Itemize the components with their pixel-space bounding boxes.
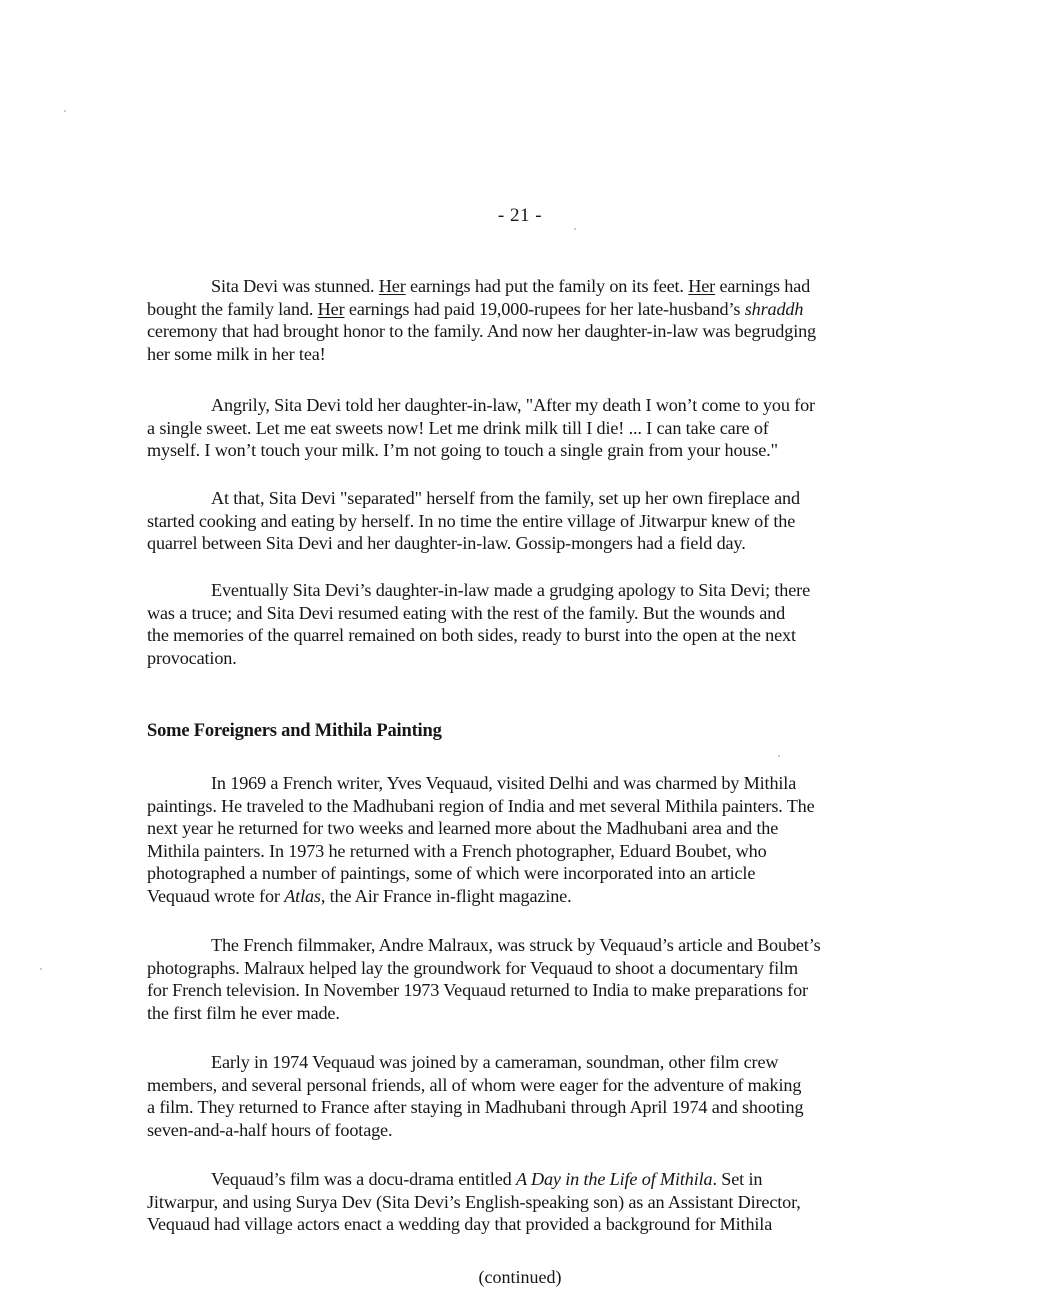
- text-line: At that, Sita Devi "separated" herself from the family, set up her own fireplace and: [211, 488, 800, 508]
- scan-speck: [40, 968, 42, 970]
- text-line: members, and several personal friends, all of whom were eager for the adventure of making: [147, 1074, 802, 1095]
- text-line: Vequaud wrote for Atlas, the Air France in-flight magazine.: [147, 885, 572, 906]
- text-line: Eventually Sita Devi’s daughter-in-law made a grudging apology to Sita Devi; there: [211, 580, 810, 600]
- paragraph: [147, 1051, 957, 1141]
- text-line: a film. They returned to France after staying in Madhubani through April 1974 and shooting: [147, 1097, 804, 1118]
- paragraph: [147, 487, 957, 555]
- emphasis-italic: shraddh: [744, 298, 804, 319]
- text-line: for French television. In November 1973 Vequaud returned to India to make preparations for: [147, 980, 808, 1001]
- text-line: Vequaud’s film was a docu-drama entitled A Day in the Life of Mithila. Set in: [211, 1169, 763, 1189]
- page-number: - 21 -: [497, 205, 543, 226]
- text-line: a single sweet. Let me eat sweets now! Let me drink milk till I die! ... I can take care of: [147, 417, 769, 438]
- paragraph: [147, 579, 957, 669]
- text-line: Vequaud had village actors enact a wedding day that provided a background for Mithila: [147, 1214, 773, 1235]
- text-line: Jitwarpur, and using Surya Dev (Sita Devi’s English-speaking son) as an Assistant Director,: [147, 1191, 801, 1212]
- text-line: seven-and-a-half hours of footage.: [147, 1119, 393, 1140]
- text-line: Angrily, Sita Devi told her daughter-in-law, "After my death I won’t come to you for: [211, 395, 815, 415]
- emphasis-underline: Her: [317, 298, 345, 319]
- text-line: next year he returned for two weeks and learned more about the Madhubani area and the: [147, 818, 779, 839]
- text-line: started cooking and eating by herself. In no time the entire village of Jitwarpur knew of the: [147, 510, 796, 531]
- text-line: paintings. He traveled to the Madhubani region of India and met several Mithila painters. The: [147, 795, 815, 816]
- text-line: photographs. Malraux helped lay the groundwork for Vequaud to shoot a documentary film: [147, 957, 798, 978]
- text-line: Early in 1974 Vequaud was joined by a cameraman, soundman, other film crew: [211, 1052, 779, 1072]
- text-line: the memories of the quarrel remained on both sides, ready to burst into the open at the next: [147, 625, 796, 646]
- text-line: In 1969 a French writer, Yves Vequaud, visited Delhi and was charmed by Mithila: [211, 773, 797, 793]
- text-line: Mithila painters. In 1973 he returned with a French photographer, Eduard Boubet, who: [147, 840, 767, 861]
- emphasis-underline: Her: [378, 276, 406, 296]
- text-line: The French filmmaker, Andre Malraux, was struck by Vequaud’s article and Boubet’s: [211, 935, 821, 955]
- scan-speck: [778, 755, 780, 757]
- emphasis-italic: Atlas: [284, 885, 321, 906]
- paragraph: [147, 772, 957, 908]
- text-line: photographed a number of paintings, some of which were incorporated into an article: [147, 863, 756, 884]
- paragraph: [147, 275, 957, 365]
- scan-speck: [64, 110, 66, 112]
- scan-speck: [574, 228, 576, 230]
- paragraph: [147, 1168, 957, 1236]
- text-line: Sita Devi was stunned. Her earnings had put the family on its feet. Her earnings had: [211, 276, 811, 296]
- emphasis-italic: A Day in the Life of Mithila: [515, 1169, 713, 1189]
- text-line: ceremony that had brought honor to the family. And now her daughter-in-law was begrudging: [147, 321, 816, 342]
- text-line: her some milk in her tea!: [147, 343, 326, 364]
- text-line: quarrel between Sita Devi and her daughter-in-law. Gossip-mongers had a field day.: [147, 533, 746, 554]
- text-line: was a truce; and Sita Devi resumed eating with the rest of the family. But the wounds and: [147, 602, 786, 623]
- text-line: bought the family land. Her earnings had paid 19,000-rupees for her late-husband’s shraddh: [147, 298, 804, 319]
- paragraph: [147, 934, 957, 1024]
- text-line: myself. I won’t touch your milk. I’m not going to touch a single grain from your house.": [147, 440, 778, 461]
- section-heading: Some Foreigners and Mithila Painting: [147, 721, 442, 741]
- emphasis-underline: Her: [688, 276, 716, 296]
- paragraph: [147, 394, 957, 462]
- continued-note: (continued): [478, 1267, 562, 1287]
- text-line: provocation.: [147, 647, 237, 668]
- text-line: the first film he ever made.: [147, 1002, 340, 1023]
